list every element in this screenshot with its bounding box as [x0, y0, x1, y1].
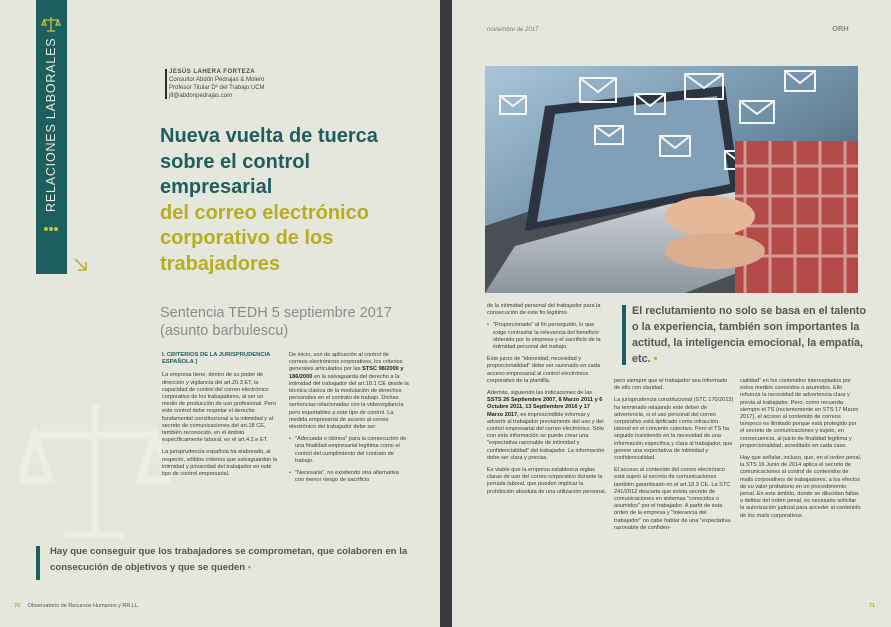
bullet-item: • "Necesaria", no existiendo otra alternativa con menor riesgo de sacrificio — [289, 470, 409, 484]
pull-quote-text: Hay que conseguir que los trabajadores se comprometan, que colaboren en la consecución de objetivos y que se queden — [50, 546, 408, 573]
left-column-1 — [162, 352, 280, 483]
page-number: 70 — [14, 603, 21, 609]
right-column-2 — [614, 378, 734, 537]
paragraph: Hay que señalar, incluso, que, en el orden penal, la STS 16 Junio de 2014 aplica el secreto de comunicaciones al control de contenidos de mails corporativos de trabajadores, a los efectos de su valor probatorio en un procedimiento penal. En este ámbito, donde se dilucidan faltas o delitos del orden penal, es necesario solicitar la autorización judicial para acceder al contenido de los mails corporativos. — [740, 455, 862, 519]
author-name: JESÚS LAHERA FORTEZA — [169, 69, 256, 75]
quote-bar — [36, 546, 40, 580]
paragraph: De inicio, son de aplicación al control de correos electrónicos corporativos, los criterios generales articulados por las STSC 98/2000 y 186/2000 en la salvaguarda del derecho a la intimidad del trabajador del art.18.1 CE desde la técnica clásica de la modulación de derechos personales en el contrato de trabajo. Dichas sentencias relacionadas con la videovigilancia pero exportables a este tipo de control. La medida empresarial de acceso al correo electrónico del trabajador debe ser: — [289, 352, 409, 431]
left-column-2 — [289, 352, 409, 489]
paragraph: La empresa tiene, dentro de su poder de dirección y vigilancia del art.20.3 ET, la capacidad de control del correo electrónico corporativo de los trabajadores, al ser un medio de producción de uso profesional. Pero este control debe respetar el derecho fundamental constitucional a la intimidad y al secreto de comunicaciones del art.18 CE, también reconocido, en el ámbito específicamente laboral, en el art.4.2.e ET. — [162, 372, 277, 444]
author-role: Profesor Titular Dº del Trabajo UCM — [169, 85, 265, 91]
footer-text: Observatorio de Recursos Humanos y RR.LL. — [27, 603, 140, 609]
left-page — [0, 0, 440, 627]
bullet-item: • "Adecuada o idónea" para la consecución de una finalidad empresarial legítima como el control del cumplimiento del contrato de trabajo. — [289, 436, 409, 465]
right-column-3 — [740, 378, 862, 525]
page-number: 71 — [869, 603, 876, 609]
section-label: RELACIONES LABORALES — [44, 37, 58, 212]
paragraph: pero siempre que el trabajador sea informado de ello con claridad. — [614, 378, 728, 392]
footer — [14, 603, 140, 609]
paragraph: cialidad" en los contenidos interceptados por estos medios conocidos o asumidos. Ello refuerza la necesidad de advertencia clara y previa al trabajador. Pero, como recuerda siempre el TS (recientemente en STS 17 Marzo 2017), el acceso al contenido de correos tampoco es ilimitado porque está protegido por el secreto de comunicaciones y sujeto, en consecuencia, al juicio de finalidad legítima y proporcionalidad, acreditado en cada caso. — [740, 378, 859, 449]
section-sidebar — [36, 0, 67, 274]
quote-bar — [622, 305, 626, 365]
orh-logo: ORH — [832, 24, 849, 33]
paragraph: Además, siguiendo las indicaciones de las SSTS 26 Septiembre 2007, 8 Marzo 2011 y 6 Octubre 2011, 13 Septiembre 2016 y 17 Marzo 2017, es imprescindible informar y advertir al trabajador previamente del uso y del control empresarial del correo electrónico. Sólo con esta información se puede crear una "expectativa razonable de intimidad y confidencialidad" del trabajador. La información debe ser clara y precisa. — [487, 390, 605, 461]
quote-end-dot: • — [247, 562, 252, 573]
author-divider — [165, 69, 167, 99]
footer — [869, 603, 875, 609]
paragraph: El acceso al contenido del correo electrónico está sujeto al secreto de comunicaciones también garantizado en el art.18.3 CE. La STC 241/2012 descarta que exista secreto de comunicaciones en sistemas "conocidos o asumidos" por el trabajador. A partir de esta orden de la empresa y "tolerancia del trabajador" no cabe hablar de una "expectativa razonable de confiden- — [614, 467, 731, 531]
section-heading: I. CRITERIOS DE LA JURISPRUDENCIA ESPAÑOLA ] — [162, 352, 271, 366]
arrow-down-right-icon — [73, 257, 89, 273]
article-title — [160, 124, 425, 277]
author-block — [169, 68, 419, 100]
laptop-email-photo — [485, 66, 858, 293]
paragraph: de la intimidad personal del trabajador para la consecución de este fin legítimo. — [487, 303, 601, 317]
right-page — [452, 0, 891, 627]
right-column-1 — [487, 303, 607, 501]
quote-end-dot: • — [653, 353, 658, 365]
pull-quote — [622, 303, 872, 367]
pull-quote-text: El reclutamiento no solo se basa en el talento o la experiencia, también son importantes la actitud, la inteligencia emocional, la empatía, etc. — [632, 305, 866, 365]
title-part-2: del correo electrónico corporativo de los trabajadores — [160, 201, 369, 275]
dots-icon — [43, 226, 59, 232]
paragraph: Este juicio de "idoneidad, necesidad y proporcionalidad" debe ser razonado en cada acceso empresarial al control electrónico corporativo de la plantilla. — [487, 356, 601, 384]
paragraph: La jurisprudencia española ha elaborado, al respecto, sólidos criterios que salvaguardan la intimidad y privacidad del trabajador en este tipo de control empresarial. — [162, 449, 278, 478]
author-role: Consultor Abdón Pedrajas & Molero — [169, 77, 265, 83]
issue-date: noviembre de 2017 — [487, 27, 539, 33]
article-subtitle: Sentencia TEDH 5 septiembre 2017 (asunto barbulescu) — [160, 305, 392, 339]
paragraph: La jurisprudencia constitucional (STC 170/2013) ha terminado relajando este deber de advertencia, si el uso personal del correo corporativo está tipificado como infracción laboral en el convenio colectivo. Pero el TS ha seguido insistiendo en la necesidad de una información específica y clara al trabajador, que genere una expectativa de intimidad y confidencialidad. — [614, 397, 734, 462]
title-part-1: Nueva vuelta de tuerca sobre el control empresarial — [160, 125, 378, 198]
author-email[interactable]: jlf@abdonpedrajas.com — [169, 93, 233, 99]
bullet-item: • "Proporcionado" al fin perseguido, lo que exige contrastar la relevancia del beneficio obtenido por la empresa y el sacrificio de la intimidad personal del trabajo. — [487, 322, 607, 351]
scale-watermark-icon — [20, 395, 170, 545]
pull-quote — [36, 544, 426, 576]
paragraph: Es viable que la empresa establezca reglas claras de uso del correo corporativo durante la jornada laboral, que pueden implicar la prohibición absoluta de una utilización personal, — [487, 467, 607, 495]
photo-illustration — [485, 66, 858, 293]
